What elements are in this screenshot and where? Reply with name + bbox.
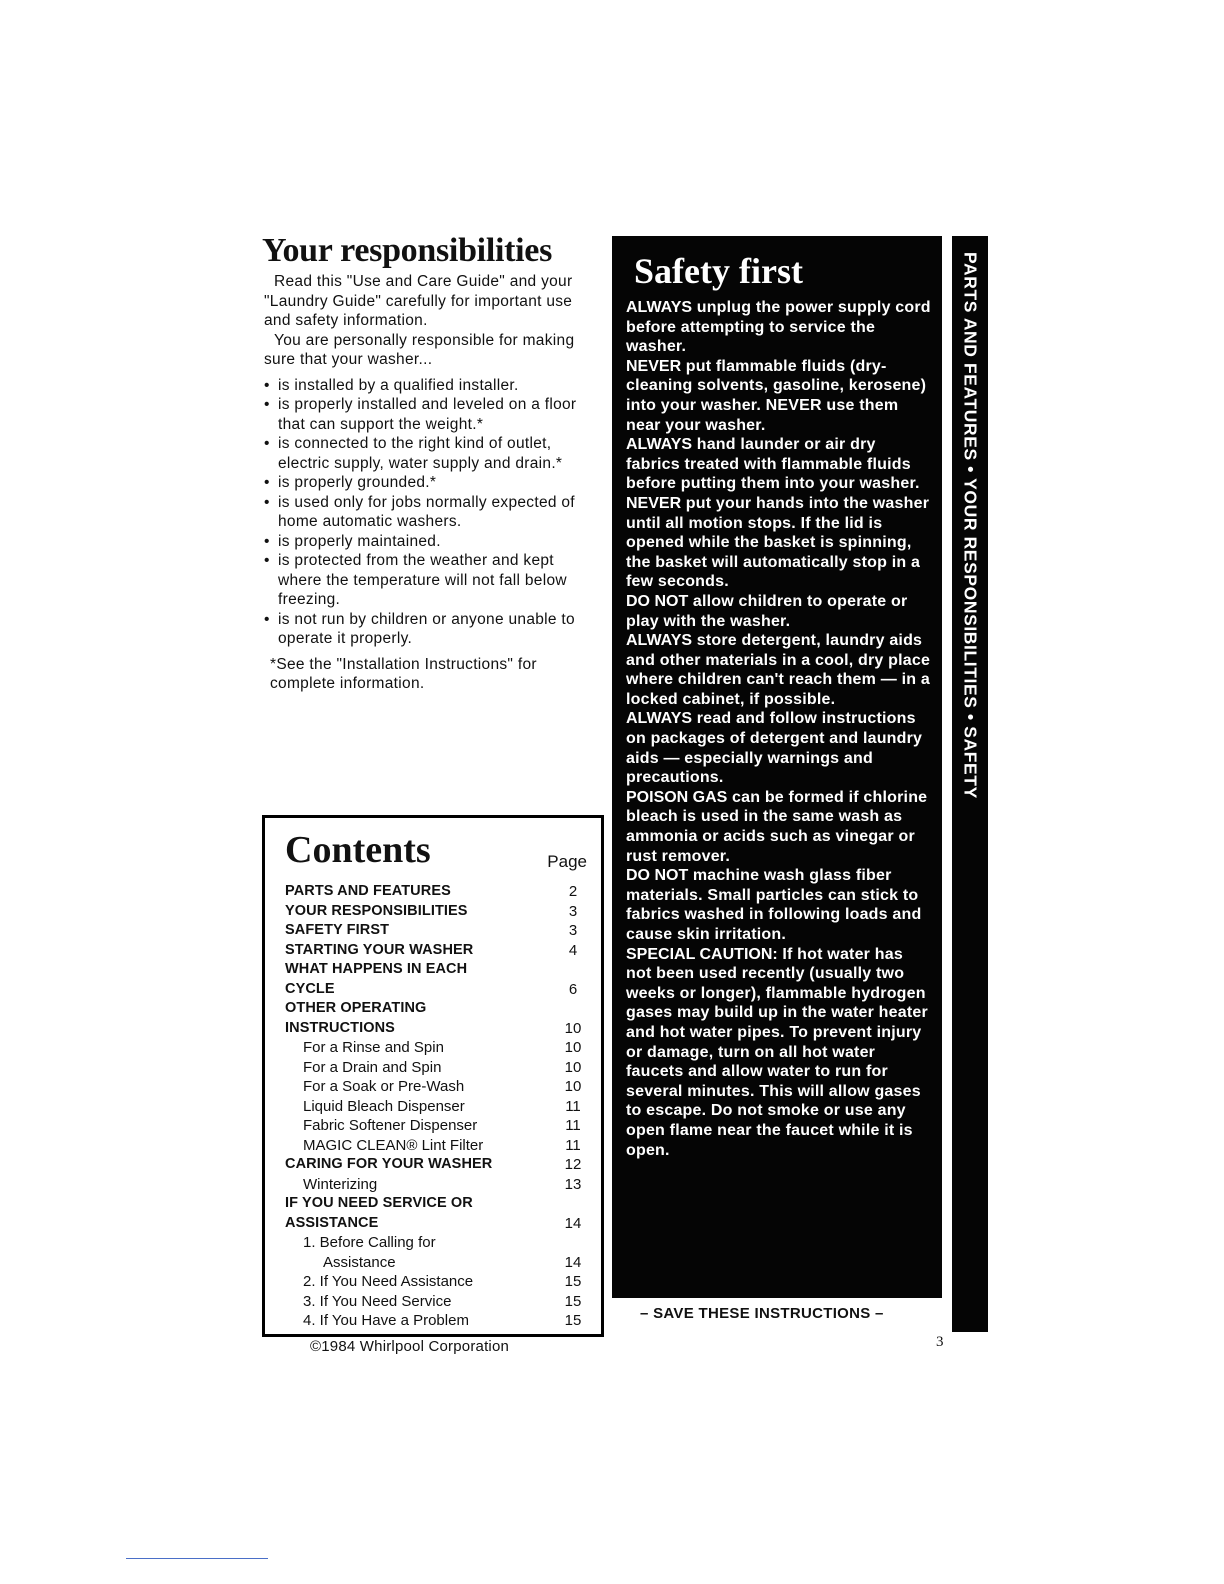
toc-entry [285,1311,587,1331]
safety-text: machine wash glass fiber materials. Small particles can stick to fabrics washed in following loads and cause skin irritation. [626,867,922,943]
toc-entry-page: 10 [564,1019,582,1037]
safety-text: If hot water has not been used recently (usually two weeks or longer), flammable hydrogen gases may build up in the water heater and hot water pipes. To prevent injury or damage, turn on all hot water faucets and allow water to run for several minutes. This will allow gases to escape. Do not smoke or use any open flame near the faucet while it is open. [626,945,928,1159]
list-item: • is installed by a qualified installer. [262,376,598,396]
safety-text: store detergent, laundry aids and other materials in a cool, dry place where children can't reach them — in a locked cabinet, if possible. [626,632,931,708]
responsibilities-list [262,376,598,649]
toc-entry-label: MAGIC CLEAN® Lint Filter [303,1136,484,1154]
toc-entry-page: 12 [564,1156,582,1173]
toc-entry-label: Fabric Softener Dispenser [303,1117,478,1134]
toc-entry-page: 3 [568,902,578,920]
contents-title: Contents [285,829,431,871]
safety-title: Safety first [634,251,803,291]
list-item: • is protected from the weather and kept where the temperature will not fall below freezing. [262,551,598,610]
toc-entry-label: PARTS AND FEATURES [285,883,451,899]
responsibilities-title: Your responsibilities [262,232,553,269]
responsibilities-section [262,232,598,694]
safety-paragraph [626,357,942,435]
list-item: • is properly installed and leveled on a floor that can support the weight.* [262,395,598,434]
toc-entry [285,960,587,980]
toc-entry-label: STARTING YOUR WASHER [285,941,474,958]
safety-paragraph [626,494,942,592]
safety-keyword: ALWAYS [626,436,693,454]
toc-entry-label: INSTRUCTIONS [285,1019,395,1036]
toc-entry [285,1292,587,1312]
toc-entry-page: 6 [568,980,578,998]
toc-entry-label: 3. If You Need Service [303,1292,452,1310]
side-tab-label: PARTS AND FEATURES • YOUR RESPONSIBILITIES • SAFETY [960,252,981,799]
toc-entry-label: IF YOU NEED SERVICE OR [285,1195,473,1211]
toc-entry-page: 4 [568,941,578,959]
toc-entry [285,1175,587,1195]
safety-keyword: ALWAYS [626,632,693,650]
toc-entry [285,1214,587,1234]
safety-paragraph [626,592,942,631]
toc-entry-label: ASSISTANCE [285,1214,379,1231]
responsibilities-personal: You are personally responsible for making sure that your washer... [264,331,575,368]
safety-text: put your hands into the washer until all motion stops. If the lid is opened while the basket is spinning, the basket will automatically stop in a few seconds. [626,494,930,591]
toc-entry-page: 2 [568,883,578,900]
list-item: • is connected to the right kind of outlet, electric supply, water supply and drain.* [262,434,598,473]
toc-entry [285,921,587,941]
safety-paragraph [626,435,942,494]
toc-entry [285,1253,587,1273]
toc-entry-label: OTHER OPERATING [285,1000,427,1016]
toc-entry-page: 15 [564,1312,582,1329]
toc-entry-page: 15 [564,1273,582,1290]
toc-entry [285,1136,587,1156]
toc-entry-page: 14 [564,1214,582,1232]
safety-paragraph [626,788,942,866]
toc-entry-label: Assistance [323,1253,396,1271]
responsibilities-intro: Read this "Use and Care Guide" and your "Laundry Guide" carefully for important use and safety information. [264,273,573,329]
toc-entry-label: Winterizing [303,1175,378,1193]
safety-text: unplug the power supply cord before attempting to service the washer. [626,299,931,356]
contents-box [262,815,604,1337]
toc-entry-label: Liquid Bleach Dispenser [303,1097,465,1115]
toc-entry-page: 3 [568,922,578,939]
safety-keyword: NEVER [626,494,682,512]
toc-entry [285,882,587,902]
toc-entry-label: CARING FOR YOUR WASHER [285,1156,493,1172]
toc-entry-label: For a Rinse and Spin [303,1039,444,1056]
safety-text: allow children to operate or play with the washer. [626,592,908,630]
toc-entry-label: For a Drain and Spin [303,1058,442,1076]
save-instructions: – SAVE THESE INSTRUCTIONS – [640,1305,884,1322]
toc-entry-label: 4. If You Have a Problem [303,1312,469,1329]
list-item: • is properly grounded.* [262,473,598,493]
list-item: • is used only for jobs normally expected of home automatic washers. [262,493,598,532]
page-column-label: Page [547,852,587,871]
toc-entry-label: For a Soak or Pre-Wash [303,1078,465,1095]
safety-paragraphs [626,298,942,1160]
toc-entry-label: CYCLE [285,980,335,997]
safety-paragraph [626,709,942,787]
safety-text: can be formed if chlorine bleach is used in the same wash as ammonia or acids such as vinegar or rust remover. [626,788,928,865]
toc-entry [285,999,587,1019]
toc-entry-label: YOUR RESPONSIBILITIES [285,902,468,919]
safety-keyword: ALWAYS [626,299,693,316]
toc-entry-label: 1. Before Calling for [303,1234,436,1251]
toc-entry [285,1038,587,1058]
safety-panel [612,236,942,1298]
toc-entry [285,1233,587,1253]
toc-entry [285,902,587,922]
toc-entry-page: 10 [564,1078,582,1095]
toc-entry-label: WHAT HAPPENS IN EACH [285,961,468,977]
page-number: 3 [936,1334,944,1350]
toc-entry-page: 10 [564,1039,582,1056]
table-of-contents [285,882,587,1331]
toc-entry-page: 15 [564,1292,582,1310]
toc-entry [285,941,587,961]
safety-keyword: DO NOT [626,592,689,610]
safety-paragraph [626,866,942,944]
toc-entry-page: 11 [565,1117,581,1134]
toc-entry [285,1116,587,1136]
toc-entry [285,1194,587,1214]
toc-entry-page: 10 [564,1058,582,1076]
safety-keyword: NEVER [626,357,682,375]
safety-keyword: POISON GAS [626,788,728,806]
toc-entry [285,1019,587,1039]
toc-entry-label: SAFETY FIRST [285,922,390,938]
toc-entry-label: 2. If You Need Assistance [303,1273,474,1290]
copyright: ©1984 Whirlpool Corporation [310,1338,510,1355]
safety-keyword: SPECIAL CAUTION: [626,945,778,963]
toc-entry [285,1155,587,1175]
toc-entry [285,980,587,1000]
toc-entry-page: 11 [565,1097,581,1115]
footnote-rule [126,1558,268,1559]
toc-entry [285,1077,587,1097]
contents-header [285,828,587,880]
toc-entry-page: 13 [564,1175,582,1193]
toc-entry [285,1058,587,1078]
safety-paragraph [626,298,942,357]
safety-text: read and follow instructions on packages of detergent and laundry aids — especially warnings and precautions. [626,710,923,787]
installation-note: *See the "Installation Instructions" for complete information. [270,655,537,692]
toc-entry [285,1097,587,1117]
safety-paragraph [626,945,942,1161]
safety-paragraph [626,631,942,709]
list-item: • is not run by children or anyone unable to operate it properly. [262,610,598,649]
toc-entry-page: 14 [564,1253,582,1271]
safety-text: hand launder or air dry fabrics treated with flammable fluids before putting them into your washer. [626,436,920,493]
side-tab [952,236,988,1332]
safety-keyword: DO NOT [626,867,689,885]
safety-text: put flammable fluids (dry-cleaning solvents, gasoline, kerosene) into your washer. NEVER use them near your washer. [626,357,927,434]
toc-entry [285,1272,587,1292]
toc-entry-page: 11 [565,1136,581,1154]
list-item: • is properly maintained. [262,532,598,552]
safety-keyword: ALWAYS [626,710,693,728]
